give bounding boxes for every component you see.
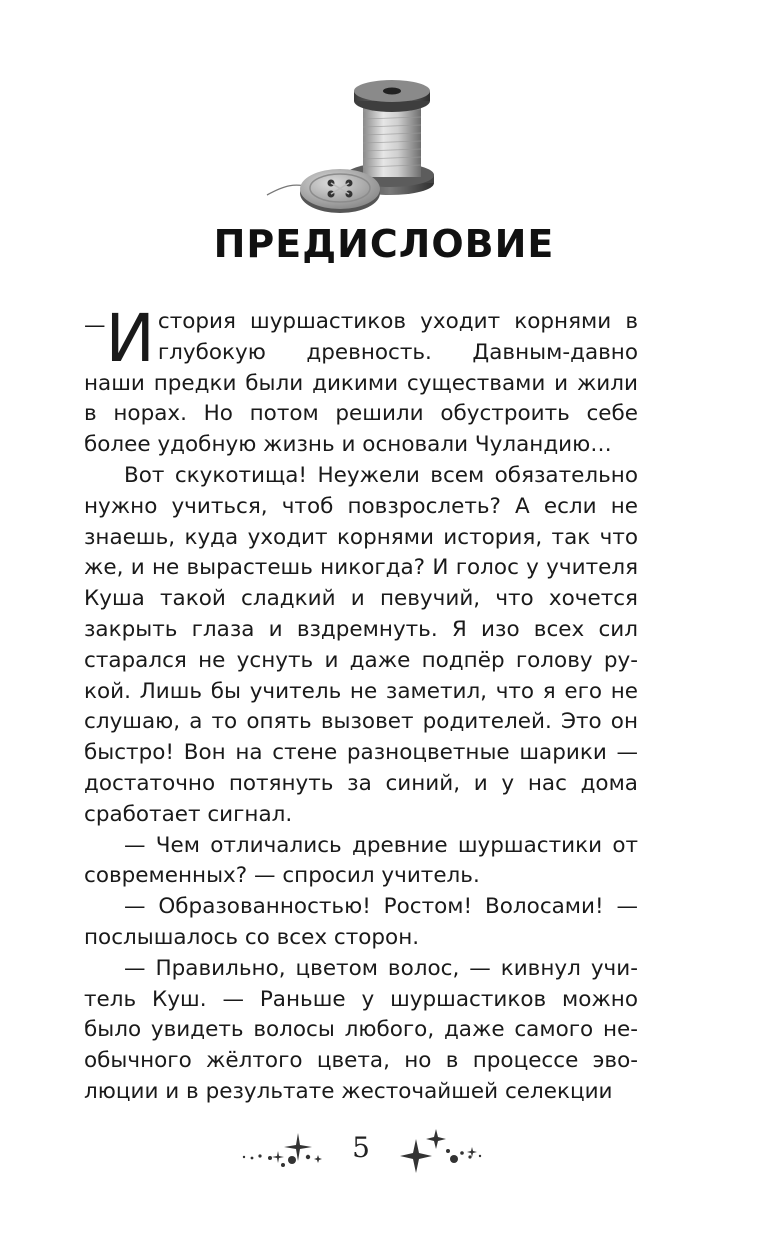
- page-number: 5: [352, 1131, 370, 1164]
- paragraph-text: стория шуршастиков уходит корнями в глубокую древность. Давным-давно наши предки были дикими существами и жили в норах. Но потом решили обустроить себе более удобную жизнь и основали Чуландию…: [84, 309, 638, 458]
- paragraph: — Правильно, цветом волос, — кивнул учитель Куш. — Раньше у шуршастиков можно было увидеть волосы любого, даже самого необычного жёлтого цвета, но в процессе эволюции и в результате жесточайшей селекции: [84, 955, 638, 1104]
- paragraph: — Чем отличались древние шуршастики от современных? — спросил учитель.: [84, 832, 638, 889]
- body-text: [84, 300, 638, 1108]
- sparkle-stars-icon: [240, 1125, 330, 1175]
- sparkle-stars-icon: [400, 1125, 490, 1175]
- drop-cap: И: [105, 300, 155, 377]
- lead-dash: —: [84, 313, 106, 338]
- paragraph-first: [84, 300, 638, 461]
- chapter-title: ПРЕДИСЛОВИЕ: [213, 222, 555, 266]
- spool-and-button-icon: [265, 75, 445, 220]
- paragraph: — Образованностью! Ростом! Волосами! — послышалось со всех сторон.: [84, 894, 638, 950]
- page-footer: [0, 1125, 768, 1185]
- paragraph: Вот скукотища! Неужели всем обязательно нужно учиться, чтоб повзрослеть? А если не знаешь, куда уходит корнями история, так что же, и не вырастешь никогда? И голос у учителя Куша такой сладкий и певучий, что хочется закрыть глаза и вздремнуть. Я изо всех сил старался не уснуть и даже подпёр голову рукой. Лишь бы учитель не заметил, что я его не слушаю, а то опять вызовет родителей. Это он быстро! Вон на стене разноцветные шарики — достаточно потянуть за синий, и у нас дома сработает сигнал.: [84, 462, 638, 827]
